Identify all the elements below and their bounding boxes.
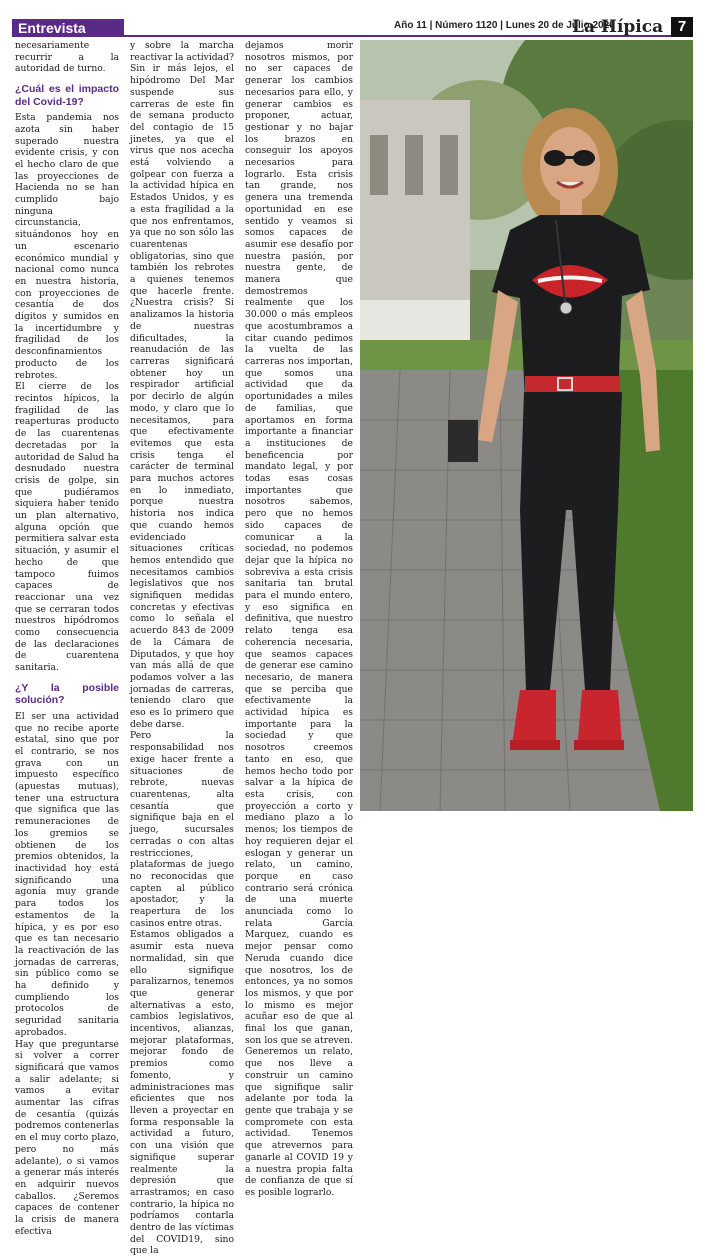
article-column-1	[15, 40, 119, 1238]
paper-name: La Hípica	[572, 17, 664, 37]
article-paragraph: Esta pandemia nos azota sin haber superado nuestra evidente crisis, y con el hecho claro de que las proyecciones de Hacienda no se han cumplido bajo ninguna circunstancia, situándonos hoy en un escenario económico mundial y nacional como nunca en nuestra historia, con proyecciones de cesantía de dos dígitos y sumidos en la incertidumbre y fragilidad de los desconfinamientos producto de los rebrotes.	[15, 112, 119, 381]
page-header	[12, 19, 693, 37]
article-column-3	[245, 40, 353, 1199]
issue-info: Año 11 | Número 1120 | Lunes 20 de Julio 2020	[394, 20, 615, 31]
question-heading: ¿Y la posible solución?	[15, 681, 119, 707]
article-paragraph: El ser una actividad que no recibe aporte estatal, sino que por el contrario, se nos grava con un impuesto específico (apuestas mutuas), tener una estructura que significa que las remuneraciones de los gremios se obtienen de los premios obtenidos, la inactividad hoy está significando una agonía muy grande para todos los estamentos de la hípica, y es por eso que es tan necesario la reactivación de las jornadas de carreras, sin público como se ha definido y cumpliendo los protocolos de seguridad sanitaria aprobados.	[15, 710, 119, 1038]
article-paragraph: Sin ir más lejos, el hipódromo Del Mar suspende sus carreras de este fin de semana producto del contagio de 15 jinetes, ya que el virus que nos acecha está volviendo a golpear con fuerza a la actividad hípica en Estados Unidos, y es a esta fragilidad a la que nos enfrentamos, ya que no son sólo las cuarentenas obligatorias, sino que también los rebrotes a quienes tenemos que hacerle frente. ¿Nuestra crisis? Si analizamos la historia de nuestras dificultades, la reanudación de las carreras significará obtener hoy un respirador artificial por decirlo de algún modo, y claro que lo necesitamos, para que efectivamente evitemos que esta crisis tenga el carácter de terminal para muchos actores en lo inmediato, porque nuestra historia nos indica que cuando hemos evidenciado situaciones críticas hemos entendido que necesitamos cambios legislativos que nos signifiquen medidas concretas y efectivas como lo señala el acuerdo 843 de 2009 de la Cámara de Diputados, y que hoy van más allá de que podamos volver a las jornadas de carreras, teniendo claro que eso es lo primero que debe darse.	[130, 63, 234, 730]
article-paragraph: El cierre de los recintos hípicos, la fragilidad de las reaperturas producto de las cuarentenas decretadas por la autoridad de Salud ha desnudado nuestra crisis de golpe, sin que pudiéramos siquiera haber tenido un plan alternativo, alguna opción que permitiera salvar esta situación, y asumir el hecho de que tampoco fuimos capaces de reaccionar una vez que se cerraran todos nuestros hipódromos como consecuencia de las declaraciones de cuarentena sanitaria.	[15, 381, 119, 674]
article-column-2	[130, 40, 234, 1257]
article-paragraph: Hay que preguntarse si volver a correr significará que vamos a salir adelante; si vamos a evitar aumentar las cifras de cesantía (quizás podremos contenerlas en el muy corto plazo, pero no más adelante), o si vamos a generar más interés en adquirir nuevos caballos. ¿Seremos capaces de contener la crisis de manera efectiva	[15, 1038, 119, 1237]
portrait-illustration	[360, 40, 693, 811]
article-paragraph: Estamos obligados a asumir esta nueva normalidad, sin que ello signifique paralizarnos, tenemos que generar alternativas a esto, cambios legislativos, incentivos, alianzas, mejorar plataformas, mejorar fondo de premios como fomento, y administraciones mas eficientes que nos lleven a proyectar en forma responsable la actividad a futuro, con una visión que signifique superar realmente la depresión que arrastramos; en caso contrario, la hípica no podríamos contarla dentro de las víctimas del COVID19, sino que la	[130, 929, 234, 1257]
article-paragraph: dejamos morir nosotros mismos, por no ser capaces de generar los cambios necesarios para ello, y generar cambios es proponer, actuar, gestionar y no bajar los brazos en conseguir los apoyos necesarios para lograrlo. Esta crisis tan grande, nos genera una tremenda oportunidad en ese sentido y veamos si somos capaces de asumir ese desafío por nuestra pasión, por nuestra gente, de manera que demostremos realmente que los 30.000 o más empleos que acostumbramos a citar cuando pedimos la vuelta de las carreras nos importan, que somos una actividad que da oportunidades a miles de familias, que aportamos en forma importante a financiar a instituciones de beneficencia por mandato legal, y por todas esas cosas importantes que nosotros sabemos, pero que no hemos sido capaces de comunicar a la sociedad, no podemos dejar que la hípica no sobreviva a esta crisis sanitaria tan brutal para el mundo entero, y eso significa en definitiva, que nuestro relato tenga esa coherencia necesaria, que seamos capaces de generar ese camino necesario, de manera que se perciba que efectivamente la actividad hípica es importante para la sociedad y que nosotros creemos tanto en eso, que hemos hecho todo por salvar a la hípica de esta crisis, con proyección a corto y mediano plazo a lo menos; los tiempos de hoy requieren dejar el eslogan y generar un relato, un camino, porque en caso contrario será crónica de una muerte anunciada como lo relata García Marquez, cuando es mejor pensar como Neruda cuando dice que nosotros, los de entonces, ya no somos los mismos, y que por lo mismo es mejor acuñar eso de que al final los que ganan, son los que se atreven. Generemos un relato, que nos lleve a construir un camino que signifique salir adelante por toda la gente que trabaja y se compromete con esta actividad. Tenemos que atrevernos para ganarle al COVID 19 y a nuestra propia falta de confianza de que sí es posible lograrlo.	[245, 40, 353, 1198]
article-paragraph: y sobre la marcha reactivar la actividad?	[130, 40, 234, 63]
question-heading: ¿Cuál es el impacto del Covid-19?	[15, 83, 119, 108]
article-paragraph: necesariamente recurrir a la autoridad de turno.	[15, 40, 119, 75]
section-tab: Entrevista	[12, 19, 124, 37]
article-paragraph: Pero la responsabilidad nos exige hacer frente a situaciones de rebrote, nuevas cuarentenas, alta cesantía que signifique baja en el juego, sucursales cerradas o con altas restricciones, plataformas de juego no reconocidas que capten al público apostador, y la reapertura de los casinos entre otras.	[130, 730, 234, 929]
page-number: 7	[671, 17, 693, 37]
portrait-photo	[360, 40, 693, 811]
